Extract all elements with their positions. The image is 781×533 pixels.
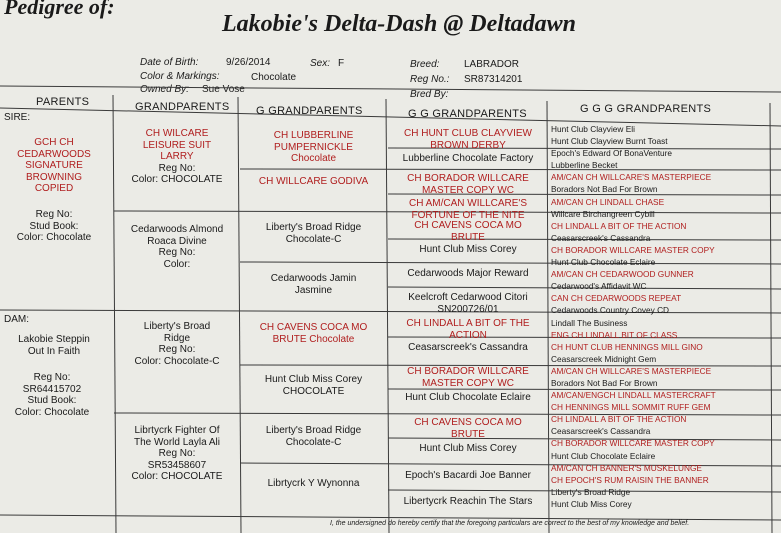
g-grandparent-line: CH WILLCARE GODIVA [258,176,369,187]
sire-name-line: SIGNATURE [25,160,83,171]
gg-grandparent-line: Libertycrk Reachin The Stars [403,496,533,507]
grandparent-line: Reg No: [158,344,196,355]
ggg-grandparent-19: CH HUNT CLUB HENNINGS MILL GINO [551,341,703,352]
ggg-grandparent-10: Ceasarscreek's Cassandra [551,232,651,243]
g-grandparent-3 [241,222,386,245]
grandparent-line: LARRY [160,151,194,162]
grandparent-line: Roaca Divine [147,235,207,247]
ggg-grandparent-16: Cedarwoods Country Covey CD [551,305,670,316]
header-g-grandparents: G GRANDPARENTS [256,105,363,117]
g-grandparent-line: Liberty's Broad Ridge [265,425,362,436]
g-grandparent-5 [241,322,386,345]
grandparent-line: Ridge [163,332,191,344]
owner-value: Sue Vose [202,84,245,95]
grandparent-1 [116,128,238,186]
dog-name-title: Lakobie's Delta-Dash @ Deltadawn [222,11,576,37]
g-grandparent-6 [241,374,386,397]
g-grandparent-line: CHOCOLATE [282,385,345,397]
grandparent-line: Color: [163,258,191,270]
g-grandparent-1 [241,130,386,165]
grandparent-line: The World Layla Ali [134,436,220,448]
ggg-grandparent-20: Ceasarscreek Midnight Gem [551,353,657,364]
breed-value: LABRADOR [464,59,520,70]
grandparent-line: LEISURE SUIT [142,139,212,151]
ggg-grandparent-3: Epoch's Edward Of BonaVenture [551,148,673,159]
gg-grandparent-16 [389,496,547,508]
ggg-grandparent-24: CH HENNINGS MILL SOMMIT RUFF GEM [551,402,711,413]
g-grandparent-7 [241,425,386,448]
sire-name-line: BROWNING [25,171,83,183]
gg-grandparent-2 [389,153,547,165]
ggg-grandparent-21: AM/CAN CH WILLCARE'S MASTERPIECE [551,365,712,376]
grandparent-line: Librtycrk Fighter Of [134,425,220,436]
gg-grandparent-14 [389,443,547,455]
gg-grandparent-line: Lubberline Chocolate Factory [402,153,534,164]
sire-name [10,137,98,195]
ggg-grandparent-6: Boradors Not Bad For Brown [551,184,658,195]
gg-grandparent-1 [389,128,547,151]
g-grandparent-line: Chocolate-C [285,436,342,448]
grandparent-2 [116,224,238,270]
dam-name-line: Lakobie Steppin [18,334,90,345]
g-grandparent-line: PUMPERNICKLE [274,141,353,153]
grandparent-line: Color: Chocolate-C [134,355,220,367]
ggg-grandparent-32: Hunt Club Miss Corey [551,498,632,509]
ggg-grandparent-17: Lindall The Business [551,317,628,328]
gg-grandparent-15 [389,470,547,482]
g-grandparent-line: Jasmine [294,284,333,296]
g-grandparent-2 [241,176,386,188]
ggg-grandparent-12: Hunt Club Chocolate Eclaire [551,257,656,268]
gg-grandparent-13 [389,417,547,440]
gg-grandparent-line: CH BORADOR WILLCARE [407,173,529,184]
sex-value: F [338,58,345,69]
g-grandparent-8 [241,478,386,490]
header-gg-grandparents: G G GRANDPARENTS [408,108,527,120]
grandparent-3 [116,321,238,367]
ggg-grandparent-7: AM/CAN CH LINDALL CHASE [551,196,665,207]
gg-grandparent-line: MASTER COPY WC [421,377,515,389]
ggg-grandparent-15: CAN CH CEDARWOODS REPEAT [551,293,682,304]
sire-label: SIRE: [4,112,31,123]
dam-label: DAM: [4,314,29,325]
grandparent-line: Liberty's Broad [143,321,211,332]
grandparent-line: Reg No: [158,247,196,258]
gg-grandparent-line: CH HUNT CLUB CLAYVIEW [404,128,532,139]
gg-grandparent-line: Ceasarscreek's Cassandra [408,342,528,353]
gg-grandparent-8 [389,292,547,315]
ggg-grandparent-28: Hunt Club Chocolate Eclaire [551,450,656,461]
sire-name-line: CEDARWOODS [17,148,91,160]
sire-name-line: COPIED [34,183,74,194]
ggg-grandparent-27: CH BORADOR WILLCARE MASTER COPY [551,438,715,449]
color-value: Chocolate [251,72,297,83]
gg-grandparent-line: MASTER COPY WC [421,184,515,196]
gg-grandparent-line: CH AM/CAN WILLCARE'S [408,198,528,209]
breed-label: Breed: [410,59,440,70]
ggg-grandparent-25: CH LINDALL A BIT OF THE ACTION [551,414,687,425]
ggg-grandparent-18: ENG CH LINDALL BIT OF CLASS [551,329,678,340]
grandparent-line: Color: CHOCOLATE [131,174,223,185]
gg-grandparent-line: CH CAVENS COCA MO [414,417,522,428]
g-grandparent-line: BRUTE Chocolate [272,333,355,345]
ggg-grandparent-11: CH BORADOR WILLCARE MASTER COPY [551,244,715,255]
g-grandparent-line: Hunt Club Miss Corey [264,374,363,385]
sire-name-line: GCH CH [34,137,74,148]
gg-grandparent-11 [389,366,547,389]
dam-details [0,372,104,418]
ggg-grandparent-14: Cedarwood's Affidavit WC [551,281,647,292]
g-grandparent-line: Chocolate [290,153,337,164]
gg-grandparent-line: Cedarwoods Major Reward [407,268,529,279]
g-grandparent-line: CH CAVENS COCA MO [259,322,368,333]
gg-grandparent-line: CH LINDALL A BIT OF THE [406,318,530,329]
gg-grandparent-line: Hunt Club Miss Corey [419,244,517,255]
dam-reg-label: Reg No: [33,372,71,383]
owned-label: Owned By: [140,84,189,95]
dam-name [4,334,104,357]
gg-grandparent-line: CH BORADOR WILLCARE [407,366,529,377]
ggg-grandparent-31: Liberty's Broad Ridge [551,486,631,497]
grandparent-4 [116,425,238,483]
gg-grandparent-line: BRUTE [451,231,485,243]
g-grandparent-line: Liberty's Broad Ridge [265,222,362,233]
header-parents: PARENTS [36,96,90,108]
ggg-grandparent-29: AM/CAN CH BANNER'S MUSKELUNGE [551,462,702,473]
ggp-divider-2 [240,262,781,264]
ggg-grandparent-13: AM/CAN CH CEDARWOOD GUNNER [551,269,694,280]
g-grandparent-line: Librtycrk Y Wynonna [267,478,360,489]
gg-grandparent-10 [389,342,547,354]
ggg-grandparent-9: CH LINDALL A BIT OF THE ACTION [551,220,687,231]
ggg-grandparent-22: Boradors Not Bad For Brown [551,377,658,388]
g-grandparent-4 [241,273,386,296]
grandparent-line: CH WILCARE [145,128,209,139]
certification-footer: I, the undersigned do hereby certify that the foregoing particulars are correct to the best of my knowledge and belief. [330,520,690,527]
sire-stud-label: Stud Book: [29,220,79,232]
gg-grandparent-12 [389,392,547,404]
ggg-grandparent-2: Hunt Club Clayview Burnt Toast [551,136,668,147]
dam-reg-number: SR64415702 [22,383,82,395]
gg-grandparent-line: BROWN DERBY [430,139,506,151]
ggg-grandparent-30: CH EPOCH'S RUM RAISIN THE BANNER [551,474,709,485]
grandparent-line: Color: CHOCOLATE [131,471,223,482]
reg-label: Reg No.: [410,74,450,85]
sex-label: Sex: [310,58,331,69]
ggg-grandparent-1: Hunt Club Clayview Eli [551,124,635,134]
gg-grandparent-4 [389,198,547,221]
sire-reg-label: Reg No: [35,209,73,220]
gg-grandparent-line: FORTUNE OF THE NITE [411,209,525,221]
header-grandparents: GRANDPARENTS [135,101,230,113]
g-grandparent-line: Cedarwoods Jamin [270,273,357,284]
gg-grandparent-line: BRUTE [451,428,485,440]
ggg-grandparent-4: Lubberline Becket [551,160,618,171]
gg-grandparent-3 [389,173,547,196]
gg-grandparent-7 [389,268,547,280]
grandparent-line: SR53458607 [147,459,207,471]
gg-grandparent-line: Hunt Club Chocolate Eclaire [405,392,531,403]
g-grandparent-line: Chocolate-C [285,233,342,245]
bred-label: Bred By: [410,89,449,100]
reg-value: SR87314201 [464,74,523,85]
gg-grandparent-line: Hunt Club Miss Corey [419,443,517,454]
sire-details [10,209,98,244]
dam-name-line: Out In Faith [27,345,81,357]
col-divider-5 [770,103,772,533]
dam-color: Color: Chocolate [14,406,90,418]
gg-grandparent-9 [389,318,547,341]
gg-grandparent-line: CH CAVENS COCA MO [414,220,522,231]
dob-value: 9/26/2014 [226,57,271,68]
gg-grandparent-line: SN200726/01 [437,303,499,315]
dob-label: Date of Birth: [140,57,199,68]
ggg-grandparent-8: Willcare Birchangreen Cybill [551,208,655,219]
grandparent-line: Cedarwoods Almond [130,224,224,235]
dam-stud-label: Stud Book: [27,395,77,406]
ggg-grandparent-23: AM/CAN/ENGCH LINDALL MASTERCRAFT [551,390,716,401]
grandparent-line: Reg No: [158,448,196,459]
grandparent-line: Reg No: [158,162,196,174]
pedigree-of-label: Pedigree of: [4,0,115,19]
header-ggg-grandparents: G G G GRANDPARENTS [580,103,712,115]
ggg-grandparent-26: Ceasarscreek's Cassandra [551,426,651,437]
gg-grandparent-5 [389,220,547,243]
ggp-divider-1 [240,169,781,170]
gg-grandparent-line: Keelcroft Cedarwood Citori [408,292,528,303]
gg-grandparent-line: Epoch's Bacardi Joe Banner [405,470,531,481]
ggg-grandparent-5: AM/CAN CH WILLCARE'S MASTERPIECE [551,172,712,183]
sire-color: Color: Chocolate [16,232,92,243]
gg-grandparent-6 [389,244,547,256]
color-label: Color & Markings: [140,71,220,82]
gg-grandparent-line: ACTION [449,329,487,341]
grid-top-line [0,86,781,92]
col-divider-4 [547,101,549,533]
g-grandparent-line: CH LUBBERLINE [273,130,354,141]
